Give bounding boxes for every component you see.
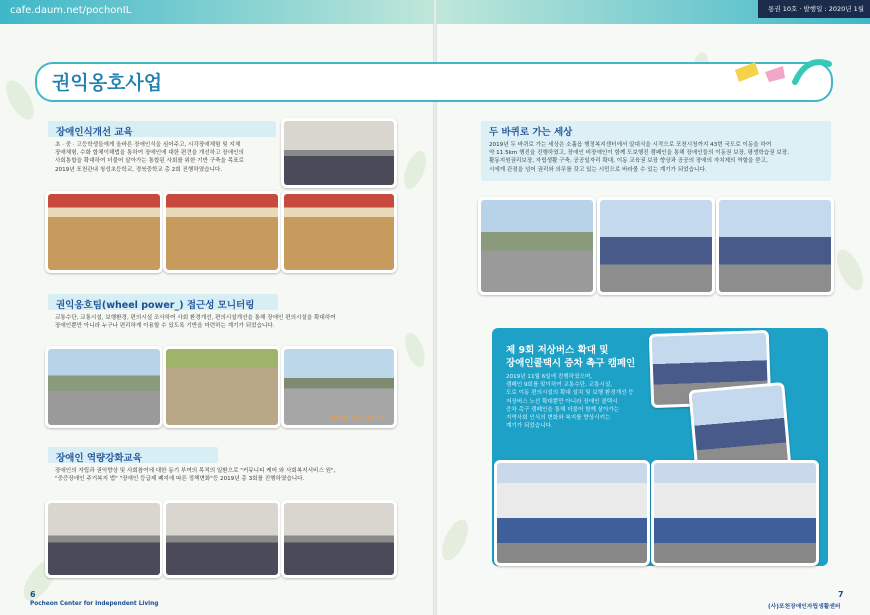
campaign-title-line2: 장애인콜택시 증차 촉구 캠페인 <box>506 358 636 369</box>
right-footer-org: (사)포천장애인자립생활센터 <box>768 604 841 610</box>
text-line: 도로 이동 편의시설의 확대 설치 및 보행 환경개선 등 <box>506 390 634 397</box>
text-line: 활동지원권리보장, 자립생활 구축, 공공일자리 확대, 이동 교육권 보장 향상과 공공의 장애의 자치제의 역할을 묻고, <box>489 158 768 165</box>
photo-campaign-4 <box>651 460 819 566</box>
left-page-number: 6 <box>30 590 36 599</box>
text-line: 2019년 두 바퀴로 가는 세상은 소흘읍 행정복지센터에서 알대식을 시작으로 포천시청까지 43번 국도로 이동을 하여 <box>489 142 772 148</box>
sec1-title: 장애인식개선 교육 <box>56 127 133 138</box>
left-footer-org: Pocheon Center for Independent Living <box>30 601 159 607</box>
photo-campaign-3 <box>494 460 650 566</box>
sec2-body <box>55 314 400 330</box>
text-line: 약 11.5km 행진을 진행하였고, 장애인 비장애인이 함께 도보행진 캠페인을 통해 장애인들의 이동권 보장, 평생학습권 보장, <box>489 150 789 157</box>
campaign-title-line1: 제 9회 저상버스 확대 및 <box>506 345 609 356</box>
sec3-body <box>55 467 400 483</box>
sec1-body <box>55 141 280 174</box>
text-line: 교통수단, 교통시설, 보행환경, 편의시설 조사하여 사회 환경개선, 편의시설개선을 통해 장애인 편의시설을 확대하여 <box>55 315 336 321</box>
photo-march-2 <box>597 197 715 295</box>
photo-lecture-3 <box>281 500 397 578</box>
text-line: 계기가 되었습니다. <box>506 423 553 430</box>
site-url[interactable]: cafe.daum.net/pochonIL <box>10 5 132 16</box>
photo-gym-1 <box>45 191 163 273</box>
photo-lecture-2 <box>163 500 281 578</box>
text-line: 장애인의 자립과 권익향상 및 사회참여에 대한 동기 부여의 목적의 일환으로 "커뮤니티 케어 와 사회복지서비스 원", <box>55 468 336 474</box>
text-line: 캠페인 9회를 맞이하여 교통수단, 교통시설, <box>506 382 613 389</box>
page-title: 권익옹호사업 <box>52 72 163 94</box>
text-line: 2019년 11월 6일에 진행하였으며, <box>506 374 593 380</box>
photo-classroom <box>281 118 397 188</box>
photo-march-1 <box>478 197 596 295</box>
text-line: 장애체험, 수화 합체이해법을 통하여 장애인에 대한 편견을 개선하고 장애인의 <box>55 150 244 157</box>
right-sec1-title: 두 바퀴로 가는 세상 <box>489 127 573 138</box>
text-line: 장애인뿐만 아니라 누구나 편리하게 이용할 수 있도록 기반을 마련하는 계기가 되었습니다. <box>55 323 275 330</box>
campaign-body <box>506 373 656 430</box>
sec3-title: 장애인 역량강화교육 <box>56 453 142 464</box>
text-line: 사회통합을 확대하여 더불어 살아가는 통합된 사회를 위한 기반 구축을 목표로 <box>55 158 244 165</box>
photo-road <box>281 346 397 428</box>
issue-info: 통권 10호 · 발행일 : 2020년 1월 <box>768 5 864 13</box>
photo-street <box>45 346 163 428</box>
text-line: 2019년 포천관내 청성초등학교, 경북중학교 총 2회 진행하였습니다. <box>55 166 223 173</box>
text-line: 시에게 관점을 넘어 권리와 의무를 갖고 있는 시민으로 바라볼 수 있는 계기가 되었습니다. <box>489 166 707 173</box>
right-page-number: 7 <box>838 590 844 599</box>
title-decoration <box>725 52 835 92</box>
text-line: 증차 촉구 캠페인을 통해 더불어 함께 살아가는 <box>506 406 620 413</box>
text-line: 초 · 중 · 고등학생들에게 올바른 장애인식을 심어주고, 시각장애체험 및 지체 <box>55 142 241 148</box>
photo-gym-3 <box>281 191 397 273</box>
text-line: 저상버스 노선 확대뿐만 아니라 장애인 콜택시 <box>506 398 618 405</box>
right-sec1-body <box>489 141 829 174</box>
sec2-title: 권익옹호팀(wheel power_) 접근성 모니터링 <box>56 300 255 311</box>
photo-gym-2 <box>163 191 281 273</box>
issue-bar <box>758 0 870 18</box>
photo-lecture-1 <box>45 500 163 578</box>
top-bar-left <box>0 0 434 24</box>
text-line: "중증장애인 주거복지 법" "장애인 등급제 폐지에 따른 정책변화"등 2019년 총 3회를 진행하였습니다. <box>55 476 305 483</box>
text-line: 지역사회 인식의 변화와 복지를 향상시키는 <box>506 415 611 422</box>
photo-march-3 <box>716 197 834 295</box>
photo-sidewalk <box>163 346 281 428</box>
photo-date-stamp: 2019-10-16 14:23 <box>329 415 384 422</box>
